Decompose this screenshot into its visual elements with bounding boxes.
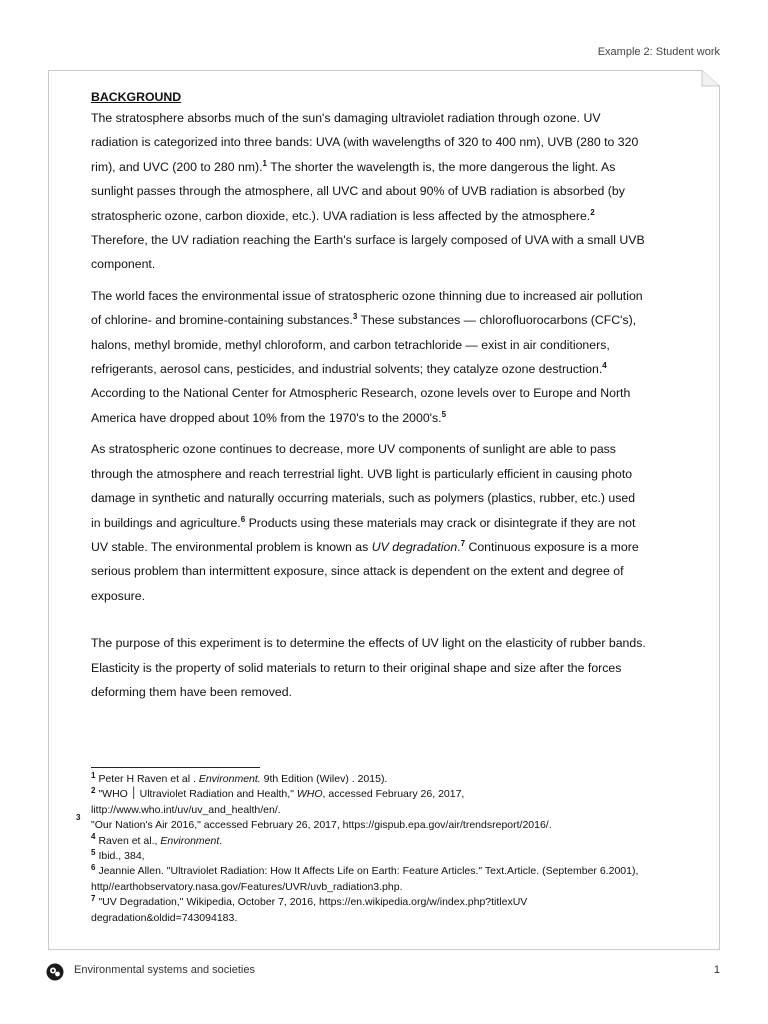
footer-subject: Environmental systems and societies <box>74 964 255 976</box>
footnote-ref-2: 2 <box>590 207 595 217</box>
footnote-separator <box>91 767 260 768</box>
footnote-ref-4: 4 <box>602 360 607 370</box>
footnote-1: $^1$ Peter H Raven et al . Environment. 9th Edition (Wilev) . 2015). <box>91 770 388 785</box>
footnotes <box>91 772 647 926</box>
footnote-6: $^6$ Jeannie Allen. "Ultraviolet Radiation: How It Affects Life on Earth: Feature Articles." Text.Article. (September 6.2001), http//earthobservatory.nasa.gov/Features/UVR/uvb_radiation3.php. <box>91 862 639 893</box>
footnote-4: $^4$ Raven et al., Environment. <box>91 832 223 847</box>
page-footer <box>0 960 768 984</box>
footnote-ref-1: 1 <box>262 158 267 168</box>
footnote-2: $^2$ "WHO ׀ Ultraviolet Radiation and Health," WHO, accessed February 26, 2017, littp://www.who.int/uv/uv_and_health/en/. <box>91 785 465 816</box>
footnote-ref-5: 5 <box>441 409 447 419</box>
footnote-5: $^5$ Ibid., 384, <box>91 847 145 863</box>
section-heading: BACKGROUND <box>91 90 182 104</box>
footnote-7: $^7$ "UV Degradation," Wikipedia, October 7, 2016, https://en.wikipedia.org/w/index.php?titlexUV degradation&oldid=743094183. <box>91 893 528 924</box>
paragraph-4: The purpose of this experiment is to determine the effects of UV light on the elasticity of rubber bands. Elasticity is the property of solid materials to return to their original shape and size after the forces deforming them have been removed. <box>91 636 646 699</box>
footnote-ref-7: 7 <box>460 538 466 548</box>
footnote-ref-6: 6 <box>240 514 246 524</box>
paragraph-1: The stratosphere absorbs much of the sun's damaging ultraviolet radiation through ozone. UV radiation is categorized into three bands: UVA (with wavelengths of 320 to 400 nm), UVB (280 to 320 rim), and UVC (200 to 280 nm).$^1$ The shorter the wavelength is, the more dangerous the light. As sunlight passes through the atmosphere, all UVC and about 90% of UVB radiation is absorbed (by stratospheric ozone, carbon dioxide, etc.). UVA radiation is less affected by the atmosphere.$^2$ Therefore, the UV radiation reaching the Earth's surface is largely composed of UVA with a small UVB component. <box>91 111 645 272</box>
page-number: 1 <box>713 964 720 976</box>
header-label: Example 2: Student work <box>597 46 720 58</box>
footnote-ref-3: 3 <box>352 312 358 322</box>
paragraph-2: The world faces the environmental issue of stratospheric ozone thinning due to increased air pollution of chlorine- and bromine-containing substances.$^3$ These substances — chlorofluorocarbons (CFC's), halons, methyl bromide, methyl chloroform, and carbon tetrachloride — exist in air conditioners, refrigerants, aerosol cans, pesticides, and industrial solvents; they catalyze ozone destruction.$^4$ According to the National Center for Atmospheric Research, ozone levels over to Europe and North America have dropped about 10% from the 1970's to the 2000's.$^5$ <box>91 288 643 425</box>
document-body <box>91 88 647 704</box>
paragraph-3: As stratospheric ozone continues to decrease, more UV components of sunlight are able to pass through the atmosphere and reach terrestrial light. UVB light is particularly efficient in causing photo damage in synthetic and naturally occurring materials, such as polymers (plastics, rubber, etc.) used in buildings and agriculture.$^6$ Products using these materials may crack or disintegrate if they are not UV stable. The environmental problem is known as UV degradation.$^7$ Continuous exposure is a more serious problem than intermittent exposure, since attack is dependent on the extent and degree of exposure. <box>91 442 639 603</box>
ib-logo-icon <box>46 963 64 986</box>
footnote-3: "Our Nation's Air 2016," accessed February 26, 2017, https://gispub.epa.gov/air/trendsreport/2016/. <box>91 819 552 832</box>
